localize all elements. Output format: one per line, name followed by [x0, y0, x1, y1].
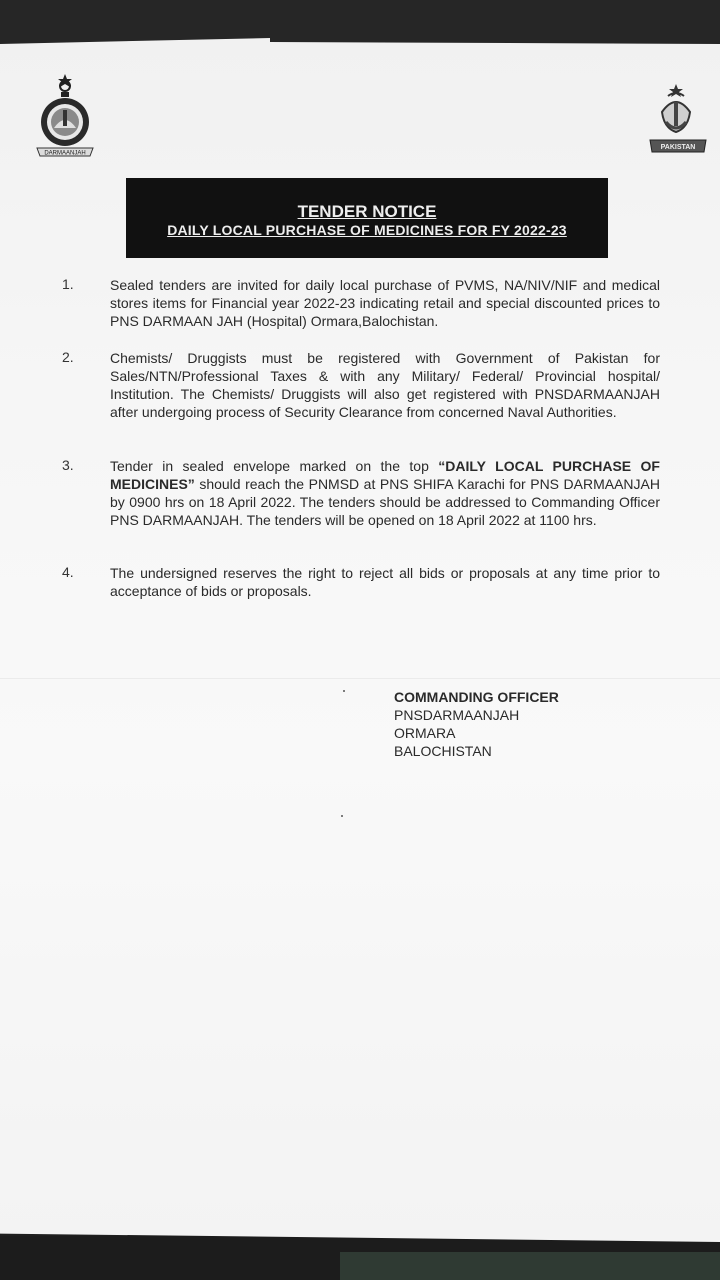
signature-block [394, 688, 559, 760]
paragraph-number: 1. [62, 276, 74, 292]
hospital-crest-icon [34, 72, 96, 162]
paragraph-text-emphasis: “DAILY LOCAL PURCHASE OF MEDICINES” [110, 458, 660, 492]
notice-subtitle: DAILY LOCAL PURCHASE OF MEDICINES FOR FY 2022-23 [167, 222, 567, 238]
paragraph-text [110, 457, 660, 529]
paragraph-number: 2. [62, 349, 74, 365]
paragraph-4 [62, 564, 662, 604]
photo-backdrop-top [0, 0, 720, 48]
notice-title: TENDER NOTICE [297, 202, 437, 221]
signatory-unit: PNSDARMAANJAH [394, 707, 520, 723]
paragraph-text-lead: Tender in sealed envelope marked on the top [110, 458, 439, 474]
paragraph-number: 4. [62, 564, 74, 580]
paragraph-text: Sealed tenders are invited for daily local purchase of PVMS, NA/NIV/NIF and medical stores items for Financial year 2022-23 indicating retail and special discounted prices to PNS DARMAAN JAH (Hospital) Ormara,Balochistan. [110, 277, 660, 329]
svg-text:PAKISTAN: PAKISTAN [660, 144, 696, 151]
paragraph-text-rest: should reach the PNMSD at PNS SHIFA Karachi for PNS DARMAANJAH by 0900 hrs on 18 April 2022. The tenders should be addressed to Commanding Officer PNS DARMAANJAH. The tenders will be opened on 18 April 2022 at 1100 hrs. [110, 476, 660, 528]
paragraph-2 [62, 349, 662, 441]
page-fold-line [0, 678, 720, 679]
paragraph-text: Chemists/ Druggists must be registered with Government of Pakistan for Sales/NTN/Professional Taxes & with any Military/ Federal/ Provincial hospital/ Institution. The Chemists/ Druggists will also get registered with PNSDARMAANJAH after undergoing process of Security Clearance from concerned Naval Authorities. [110, 350, 660, 420]
paper-speck [343, 690, 345, 692]
signatory-title: COMMANDING OFFICER [394, 689, 559, 705]
signatory-location: ORMARA [394, 725, 456, 741]
signatory-province: BALOCHISTAN [394, 743, 492, 759]
notice-title-banner [126, 178, 608, 258]
paragraph-text: The undersigned reserves the right to reject all bids or proposals at any time prior to acceptance of bids or proposals. [110, 565, 660, 599]
navy-crest-icon [644, 82, 712, 158]
svg-text:DARMAANJAH: DARMAANJAH [44, 150, 86, 157]
paragraph-number: 3. [62, 457, 74, 473]
paragraph-1 [62, 276, 662, 336]
paragraph-3 [62, 457, 662, 549]
photo-floor-strip [340, 1252, 720, 1280]
paper-speck [341, 815, 343, 817]
